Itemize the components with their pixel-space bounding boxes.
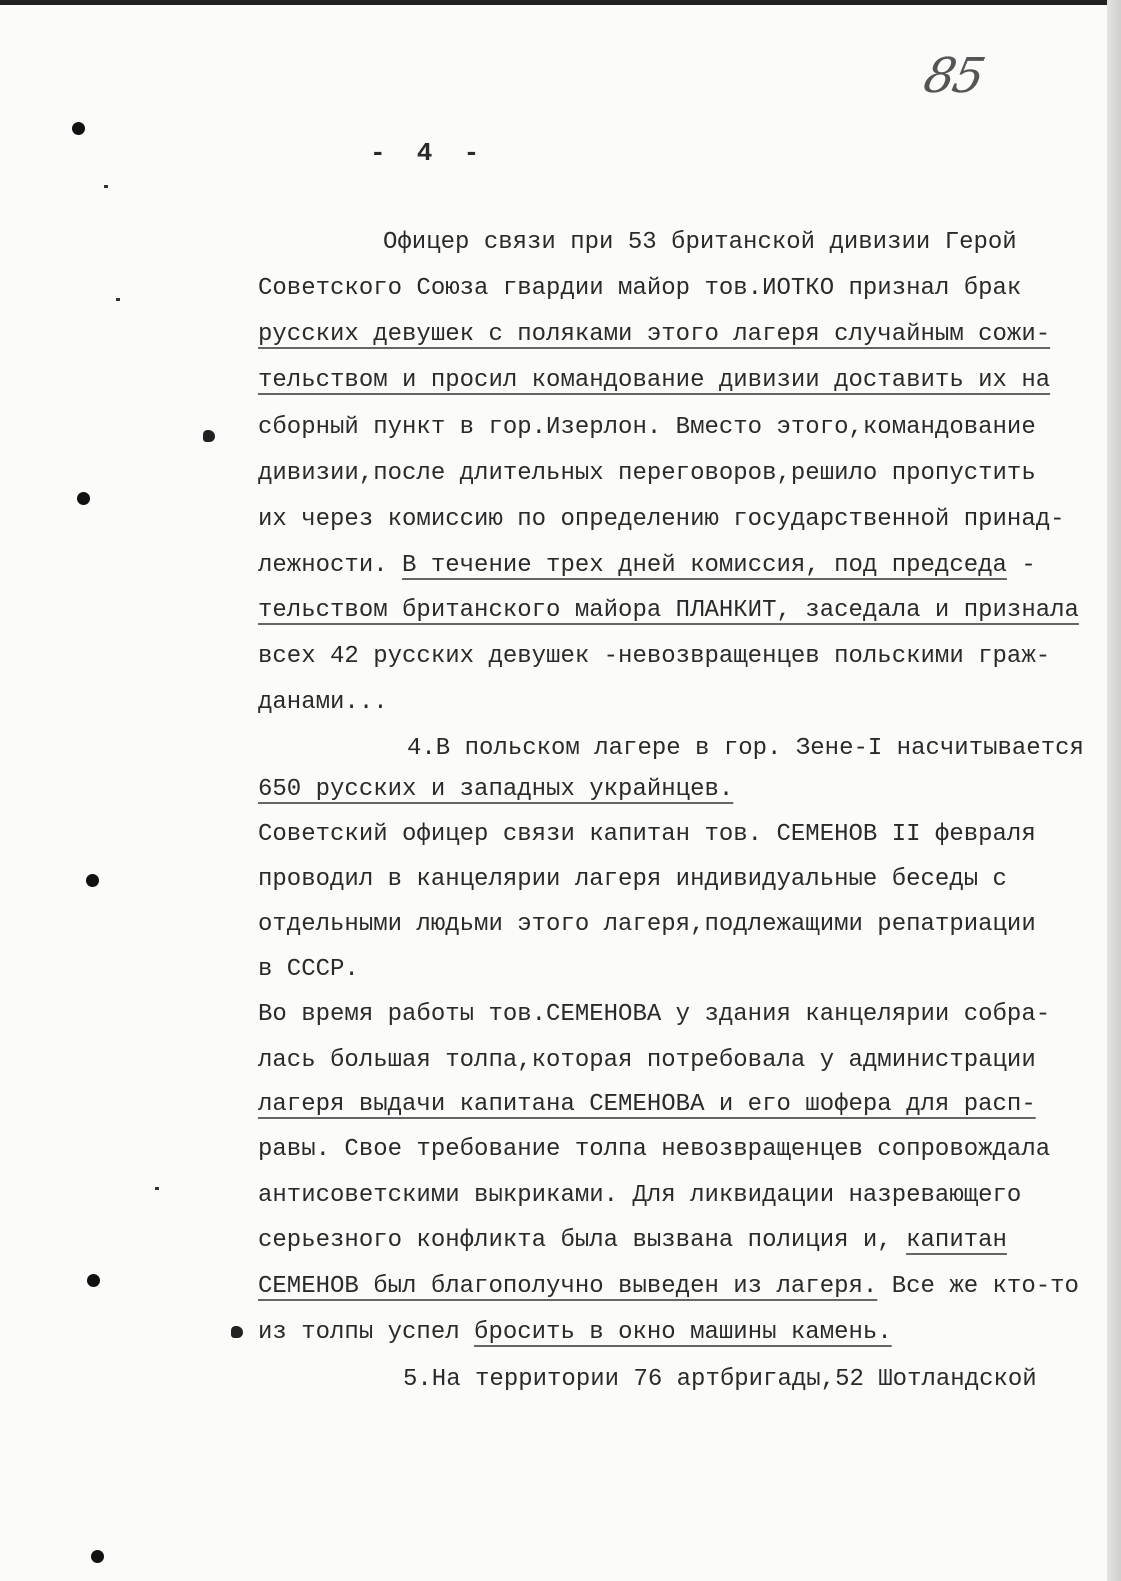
underlined-text: русских девушек с поляками этого лагеря случайным сожи- <box>258 321 1051 348</box>
speck <box>155 1187 159 1190</box>
speck <box>104 185 108 188</box>
text-segment: Во время работы тов.СЕМЕНОВА у здания канцелярии собра- <box>258 1001 1051 1028</box>
text-line <box>258 1226 1007 1256</box>
punch-hole <box>91 1550 104 1563</box>
text-line <box>258 1181 1021 1211</box>
text-line <box>258 865 1007 895</box>
punch-hole <box>87 1274 100 1287</box>
text-line <box>258 596 1079 626</box>
punch-hole <box>77 492 90 505</box>
text-line <box>258 1135 1050 1165</box>
text-segment: данами... <box>258 689 388 716</box>
underlined-text: тельством и просил командование дивизии доставить их на <box>258 367 1051 394</box>
text-line <box>258 1000 1050 1030</box>
text-segment: Офицер связи при 53 британской дивизии Герой <box>383 229 1017 256</box>
text-segment: проводил в канцелярии лагеря индивидуальные беседы с <box>258 866 1007 893</box>
text-segment: лась большая толпа,которая потребовала у администрации <box>258 1047 1036 1074</box>
text-segment: - <box>1006 552 1036 579</box>
text-segment: лежности. <box>258 552 403 579</box>
text-segment: Все же кто-то <box>877 1273 1079 1300</box>
text-line <box>258 1272 1079 1302</box>
text-segment: отдельными людьми этого лагеря,подлежащими репатриации <box>258 911 1036 938</box>
underlined-text: бросить в окно машины камень. <box>474 1319 892 1346</box>
text-line <box>383 228 1017 258</box>
underlined-text: тельством британского майора ПЛАНКИТ, заседала и признала <box>258 597 1079 624</box>
text-line <box>258 551 1036 581</box>
text-segment: всех 42 русских девушек -невозвращенцев польскими граж- <box>258 643 1051 670</box>
page-right-edge <box>1107 0 1121 1581</box>
speck <box>116 298 120 301</box>
page-top-edge <box>0 0 1121 5</box>
text-line <box>258 459 1036 489</box>
text-segment: 5.На территории 76 артбригады,52 Шотландской <box>403 1366 1037 1393</box>
handwritten-page-number: 85 <box>919 48 989 104</box>
text-line <box>258 642 1050 672</box>
text-segment: 4.В польском лагере в гор. Зене-I насчитывается <box>407 735 1084 762</box>
underlined-text: СЕМЕНОВ был благополучно выведен из лагеря. <box>258 1273 878 1300</box>
text-line <box>258 688 388 718</box>
text-line <box>258 775 733 805</box>
text-segment: сборный пункт в гор.Изерлон. Вместо этого,командование <box>258 414 1036 441</box>
text-line <box>258 274 1021 304</box>
text-segment: равы. Свое требование толпа невозвращенцев сопровождала <box>258 1136 1051 1163</box>
underlined-text: лагеря выдачи капитана СЕМЕНОВА и его шофера для расп- <box>258 1091 1036 1118</box>
text-line <box>258 1046 1036 1076</box>
punch-hole <box>72 122 85 135</box>
text-line <box>258 955 359 985</box>
text-segment: из толпы успел <box>258 1319 475 1346</box>
ink-blot <box>231 1326 243 1338</box>
text-line <box>258 910 1036 940</box>
punch-hole <box>86 874 99 887</box>
text-segment: их через комиссию по определению государственной принад- <box>258 506 1065 533</box>
text-segment: дивизии,после длительных переговоров,решило пропустить <box>258 460 1036 487</box>
page-number: - 4 - <box>370 138 480 168</box>
text-line <box>403 1365 1037 1395</box>
text-line <box>258 505 1065 535</box>
text-segment: в СССР. <box>258 956 359 983</box>
text-segment: антисоветскими выкриками. Для ликвидации назревающего <box>258 1182 1022 1209</box>
text-segment: серьезного конфликта была вызвана полиция и, <box>258 1227 907 1254</box>
text-line <box>258 1090 1036 1120</box>
ink-blot <box>203 430 215 442</box>
text-line <box>258 820 1036 850</box>
text-line <box>258 366 1050 396</box>
underlined-text: 650 русских и западных украйнцев. <box>258 776 734 803</box>
underlined-text: В течение трех дней комиссия, под председа <box>402 552 1007 579</box>
text-segment: Советского Союза гвардии майор тов.ИОТКО признал брак <box>258 275 1022 302</box>
text-line <box>258 413 1036 443</box>
underlined-text: капитан <box>906 1227 1007 1254</box>
text-segment: Советский офицер связи капитан тов. СЕМЕНОВ II февраля <box>258 821 1036 848</box>
text-line <box>258 1318 892 1348</box>
text-line <box>407 734 1084 764</box>
text-line <box>258 320 1050 350</box>
